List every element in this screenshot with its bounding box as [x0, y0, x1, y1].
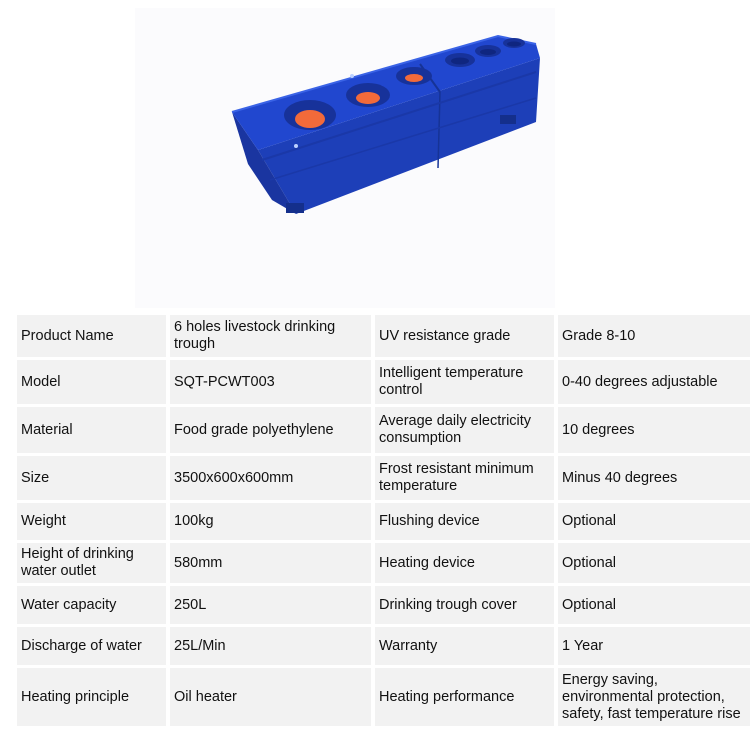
table-row — [17, 543, 750, 583]
table-row — [17, 627, 750, 665]
spec-value: Grade 8-10 — [558, 315, 750, 357]
table-row — [17, 315, 750, 357]
spec-label: Average daily electricity consumption — [375, 407, 554, 453]
spec-label: Height of drinking water outlet — [17, 543, 166, 583]
spec-label: Drinking trough cover — [375, 586, 554, 624]
spec-value: 6 holes livestock drinking trough — [170, 315, 371, 357]
table-row — [17, 668, 750, 726]
spec-table — [17, 312, 750, 729]
spec-value: 3500x600x600mm — [170, 456, 371, 500]
product-photo — [0, 0, 750, 312]
spec-label: Heating device — [375, 543, 554, 583]
spec-label: UV resistance grade — [375, 315, 554, 357]
spec-label: Water capacity — [17, 586, 166, 624]
spec-value: SQT-PCWT003 — [170, 360, 371, 404]
spec-label: Discharge of water — [17, 627, 166, 665]
table-row — [17, 456, 750, 500]
spec-value: Optional — [558, 586, 750, 624]
table-row — [17, 503, 750, 540]
spec-value: Minus 40 degrees — [558, 456, 750, 500]
spec-label: Weight — [17, 503, 166, 540]
spec-value: 250L — [170, 586, 371, 624]
spec-label: Frost resistant minimum temperature — [375, 456, 554, 500]
spec-value: 10 degrees — [558, 407, 750, 453]
table-row — [17, 407, 750, 453]
table-row — [17, 586, 750, 624]
spec-label: Model — [17, 360, 166, 404]
spec-label: Product Name — [17, 315, 166, 357]
spec-label: Material — [17, 407, 166, 453]
spec-value: Food grade polyethylene — [170, 407, 371, 453]
spec-value: 580mm — [170, 543, 371, 583]
spec-value: 25L/Min — [170, 627, 371, 665]
table-row — [17, 360, 750, 404]
spec-value: Oil heater — [170, 668, 371, 726]
spec-value: Optional — [558, 503, 750, 540]
spec-label: Flushing device — [375, 503, 554, 540]
spec-value: 1 Year — [558, 627, 750, 665]
spec-label: Warranty — [375, 627, 554, 665]
spec-label: Intelligent temperature control — [375, 360, 554, 404]
spec-label: Heating performance — [375, 668, 554, 726]
spec-label: Heating principle — [17, 668, 166, 726]
spec-value: Energy saving, environmental protection, safety, fast temperature rise — [558, 668, 750, 726]
spec-label: Size — [17, 456, 166, 500]
spec-value: Optional — [558, 543, 750, 583]
spec-value: 100kg — [170, 503, 371, 540]
spec-value: 0-40 degrees adjustable — [558, 360, 750, 404]
